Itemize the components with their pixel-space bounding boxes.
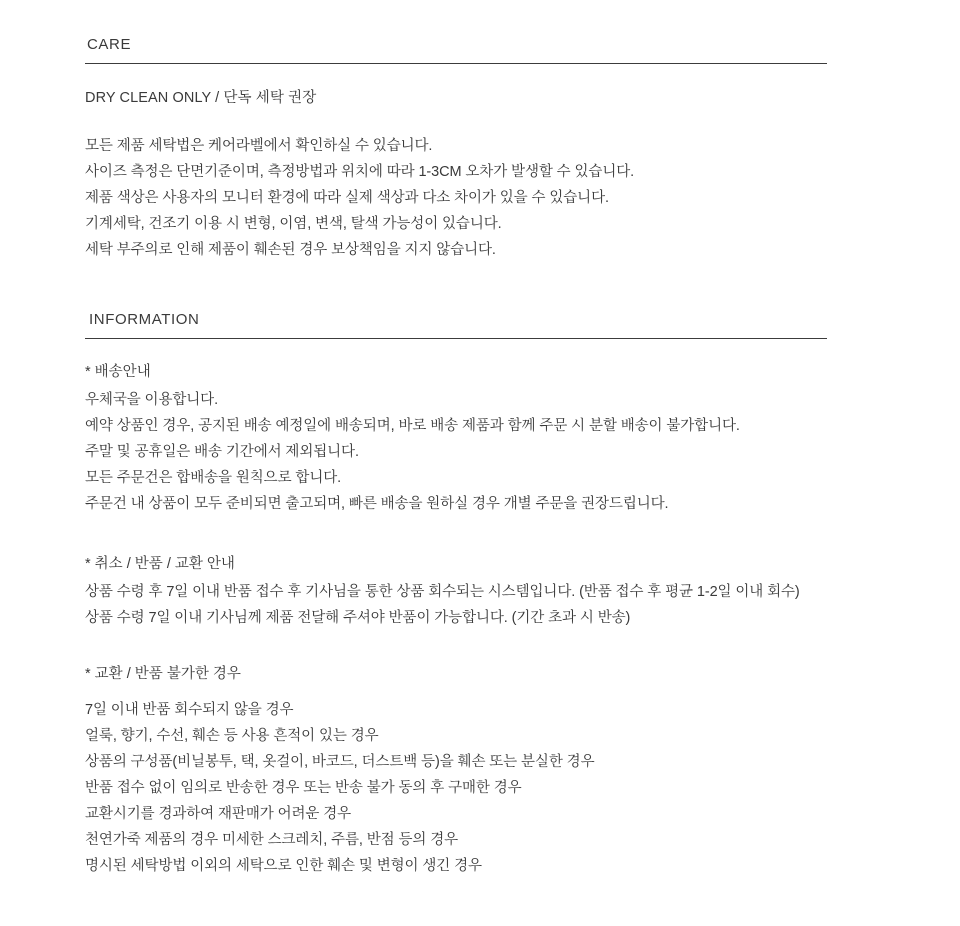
- care-lead-text: DRY CLEAN ONLY / 단독 세탁 권장: [85, 90, 317, 106]
- information-divider: [85, 338, 827, 339]
- shipping-info-item: 주말 및 공휴일은 배송 기간에서 제외됩니다.: [85, 444, 359, 460]
- shipping-info-item: 주문건 내 상품이 모두 준비되면 출고되며, 빠른 배송을 원하실 경우 개별 주문을 권장드립니다.: [85, 496, 669, 512]
- shipping-info-list: [85, 387, 830, 517]
- care-note-item: 기계세탁, 건조기 이용 시 변형, 이염, 변색, 탈색 가능성이 있습니다.: [85, 216, 502, 232]
- information-section: [85, 311, 830, 879]
- care-divider: [85, 63, 827, 64]
- care-section: [85, 36, 830, 263]
- non-returnable-cases-group: [85, 661, 830, 879]
- care-note-item: 사이즈 측정은 단면기준이며, 측정방법과 위치에 따라 1-3CM 오차가 발생할 수 있습니다.: [85, 164, 635, 180]
- care-note-list: [85, 133, 830, 263]
- shipping-info-title: * 배송안내: [85, 364, 151, 380]
- non-returnable-cases-title: * 교환 / 반품 불가한 경우: [85, 666, 241, 682]
- section-spacer: [85, 631, 830, 661]
- shipping-info-group: [85, 359, 830, 517]
- non-returnable-cases-item: 교환시기를 경과하여 재판매가 어려운 경우: [85, 806, 352, 822]
- non-returnable-cases-list: [85, 697, 830, 879]
- non-returnable-cases-item: 7일 이내 반품 회수되지 않을 경우: [85, 702, 294, 718]
- cancel-return-exchange-item: 상품 수령 7일 이내 기사님께 제품 전달해 주셔야 반품이 가능합니다. (기간 초과 시 반송): [85, 610, 631, 626]
- care-note-item: 세탁 부주의로 인해 제품이 훼손된 경우 보상책임을 지지 않습니다.: [85, 242, 496, 258]
- non-returnable-cases-item: 명시된 세탁방법 이외의 세탁으로 인한 훼손 및 변형이 생긴 경우: [85, 858, 482, 874]
- section-spacer: [85, 517, 830, 551]
- shipping-info-item: 모든 주문건은 합배송을 원칙으로 합니다.: [85, 470, 342, 486]
- non-returnable-cases-item: 상품의 구성품(비닐봉투, 택, 옷걸이, 바코드, 더스트백 등)을 훼손 또는 분실한 경우: [85, 754, 595, 770]
- care-note-item: 제품 색상은 사용자의 모니터 환경에 따라 실제 색상과 다소 차이가 있을 수 있습니다.: [85, 190, 609, 206]
- shipping-info-item: 예약 상품인 경우, 공지된 배송 예정일에 배송되며, 바로 배송 제품과 함께 주문 시 분할 배송이 불가합니다.: [85, 418, 740, 434]
- non-returnable-cases-item: 반품 접수 없이 임의로 반송한 경우 또는 반송 불가 동의 후 구매한 경우: [85, 780, 522, 796]
- shipping-info-item: 우체국을 이용합니다.: [85, 392, 219, 408]
- cancel-return-exchange-title: * 취소 / 반품 / 교환 안내: [85, 556, 235, 572]
- title-spacer: [85, 689, 830, 697]
- cancel-return-exchange-item: 상품 수령 후 7일 이내 반품 접수 후 기사님을 통한 상품 회수되는 시스템입니다. (반품 접수 후 평균 1-2일 이내 회수): [85, 584, 800, 600]
- cancel-return-exchange-list: [85, 579, 830, 631]
- non-returnable-cases-item: 얼룩, 향기, 수선, 훼손 등 사용 흔적이 있는 경우: [85, 728, 379, 744]
- cancel-return-exchange-group: [85, 551, 830, 631]
- information-heading: INFORMATION: [89, 311, 200, 328]
- care-heading: CARE: [87, 36, 132, 53]
- care-note-item: 모든 제품 세탁법은 케어라벨에서 확인하실 수 있습니다.: [85, 138, 433, 154]
- non-returnable-cases-item: 천연가죽 제품의 경우 미세한 스크레치, 주름, 반점 등의 경우: [85, 832, 459, 848]
